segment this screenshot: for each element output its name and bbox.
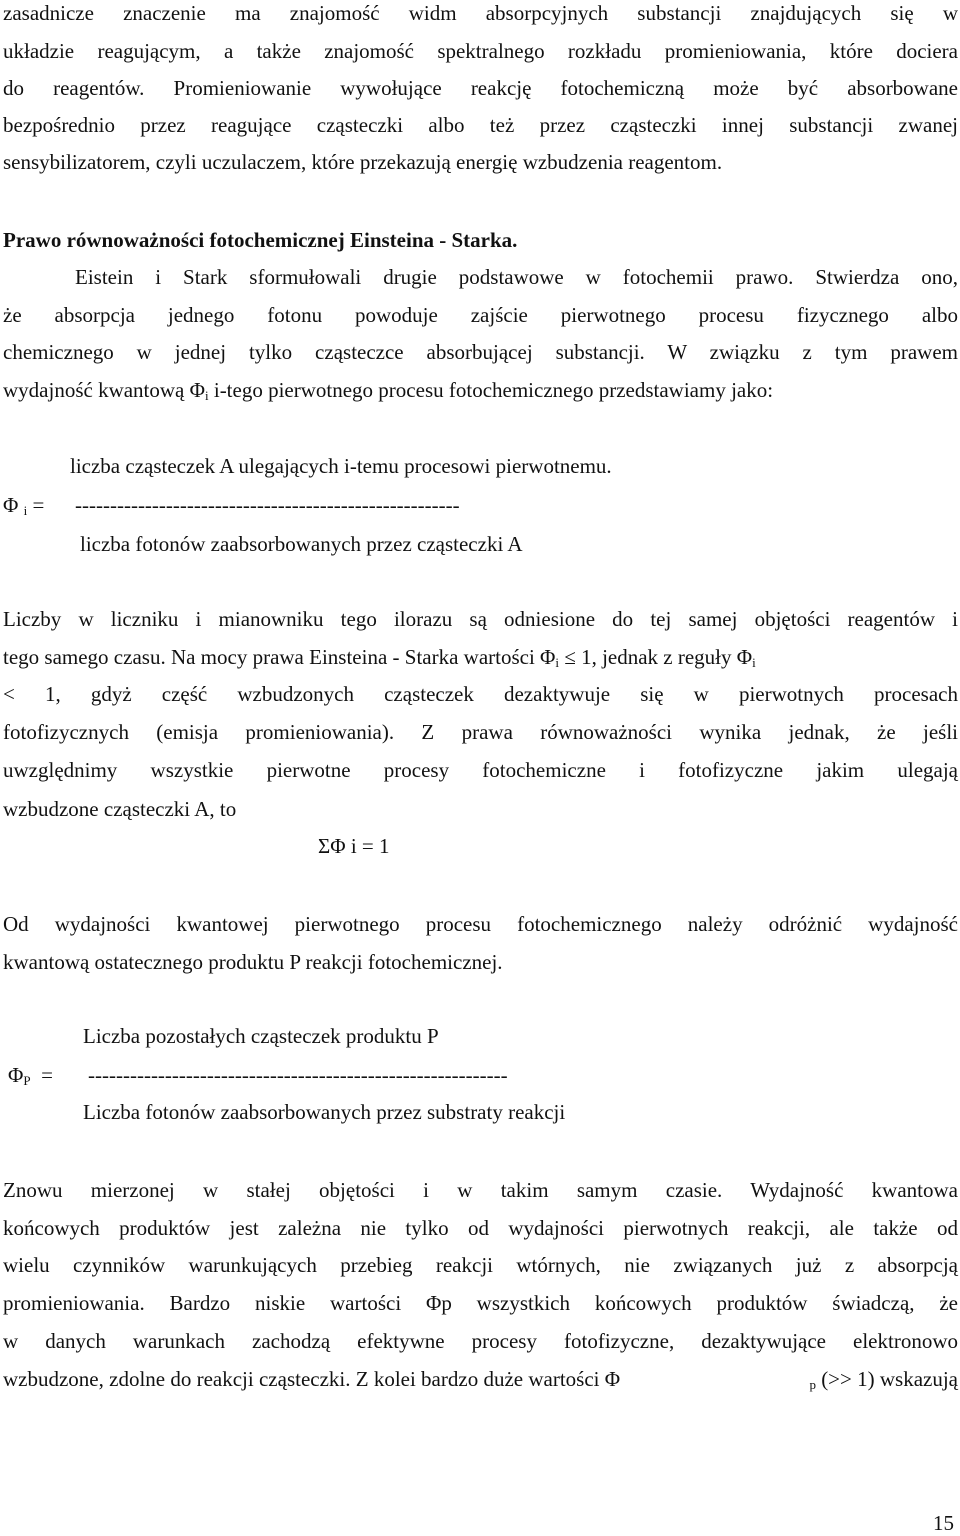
subscript: i <box>752 655 756 670</box>
subscript: p <box>809 1377 816 1392</box>
paragraph-line: Znowu mierzonej w stałej objętości i w takim samym czasie. Wydajność kwantowa <box>3 1178 958 1202</box>
section-heading: Prawo równoważności fotochemicznej Einsteina - Starka. <box>3 228 518 252</box>
fraction-bar: ------------------------------------------------------------ <box>88 1063 508 1087</box>
fraction-bar: ------------------------------------------------------- <box>75 493 460 517</box>
paragraph-line: w danych warunkach zachodzą efektywne procesy fotofizyczne, dezaktywujące elektronowo <box>3 1329 958 1353</box>
phi-symbol: Φ <box>3 493 19 517</box>
formula-numerator: Liczba pozostałych cząsteczek produktu P <box>83 1024 439 1048</box>
text-fragment: ≤ 1, jednak z reguły Φ <box>559 645 753 669</box>
paragraph-line: < 1, gdyż część wzbudzonych cząsteczek dezaktywuje się w pierwotnych procesach <box>3 682 958 706</box>
paragraph-line: promieniowania. Bardzo niskie wartości Φp wszystkich końcowych produktów świadczą, że <box>3 1291 958 1315</box>
paragraph-line: kwantową ostatecznego produktu P reakcji fotochemicznej. <box>3 950 503 974</box>
text-fragment: wydajność kwantową Φ <box>3 378 205 402</box>
formula-symbol <box>3 492 44 524</box>
paragraph-line: bezpośrednio przez reagujące cząsteczki albo też przez cząsteczki innej substancji zwanej <box>3 113 958 137</box>
paragraph-line: Od wydajności kwantowej pierwotnego procesu fotochemicznego należy odróżnić wydajność <box>3 912 958 936</box>
paragraph-line: chemicznego w jednej tylko cząsteczce absorbującej substancji. W związku z tym prawem <box>3 340 958 364</box>
subscript: i <box>555 655 560 670</box>
formula-symbol <box>8 1062 53 1094</box>
text-fragment: wzbudzone, zdolne do reakcji cząsteczki. Z kolei bardzo duże wartości Φ <box>3 1367 621 1391</box>
phi-symbol: Φ <box>8 1063 24 1087</box>
equals-sign: = <box>32 493 45 517</box>
text-fragment: (>> 1) wskazują <box>815 1367 958 1391</box>
paragraph-line: układzie reagującym, a także znajomość spektralnego rozkładu promieniowania, które dociera <box>3 39 958 63</box>
paragraph-line: wielu czynników warunkujących przebieg reakcji wtórnych, nie związanych już z absorpcją <box>3 1253 958 1277</box>
subscript: i <box>23 503 28 518</box>
paragraph-line <box>3 644 958 670</box>
text-fragment: tego samego czasu. Na mocy prawa Einsteina - Starka wartości Φ <box>3 645 556 669</box>
formula-numerator: liczba cząsteczek A ulegających i-temu procesowi pierwotnemu. <box>70 454 612 478</box>
equals-sign: = <box>41 1063 53 1087</box>
subscript: i <box>204 388 209 403</box>
sum-formula: ΣΦ i = 1 <box>318 834 390 858</box>
subscript: P <box>23 1073 31 1088</box>
paragraph-line: wzbudzone cząsteczki A, to <box>3 797 237 821</box>
paragraph-line: uwzględnimy wszystkie pierwotne procesy fotochemiczne i fotofizyczne jakim ulegają <box>3 758 958 782</box>
paragraph-line: że absorpcja jednego fotonu powoduje zajście pierwotnego procesu fizycznego albo <box>3 303 958 327</box>
paragraph-line <box>3 1366 958 1392</box>
paragraph-line: końcowych produktów jest zależna nie tylko od wydajności pierwotnych reakcji, ale także od <box>3 1216 958 1240</box>
paragraph-line: Eistein i Stark sformułowali drugie podstawowe w fotochemii prawo. Stwierdza ono, <box>75 265 958 289</box>
paragraph-line: do reagentów. Promieniowanie wywołujące reakcję fotochemiczną może być absorbowane <box>3 76 958 100</box>
paragraph-line: fotofizycznych (emisja promieniowania). Z prawa równoważności wynika jednak, że jeśli <box>3 720 958 744</box>
paragraph-line: Liczby w liczniku i mianowniku tego ilorazu są odniesione do tej samej objętości reagentów i <box>3 607 958 631</box>
page-number: 15 <box>933 1511 954 1535</box>
formula-denominator: Liczba fotonów zaabsorbowanych przez substraty reakcji <box>83 1100 566 1124</box>
text-fragment: i-tego pierwotnego procesu fotochemicznego przedstawiamy jako: <box>208 378 774 402</box>
paragraph-line: sensybilizatorem, czyli uczulaczem, które przekazują energię wzbudzenia reagentom. <box>3 150 723 174</box>
formula-denominator: liczba fotonów zaabsorbowanych przez cząsteczki A <box>80 532 523 556</box>
paragraph-line: zasadnicze znaczenie ma znajomość widm absorpcyjnych substancji znajdujących się w <box>3 1 958 25</box>
paragraph-line <box>3 377 958 403</box>
